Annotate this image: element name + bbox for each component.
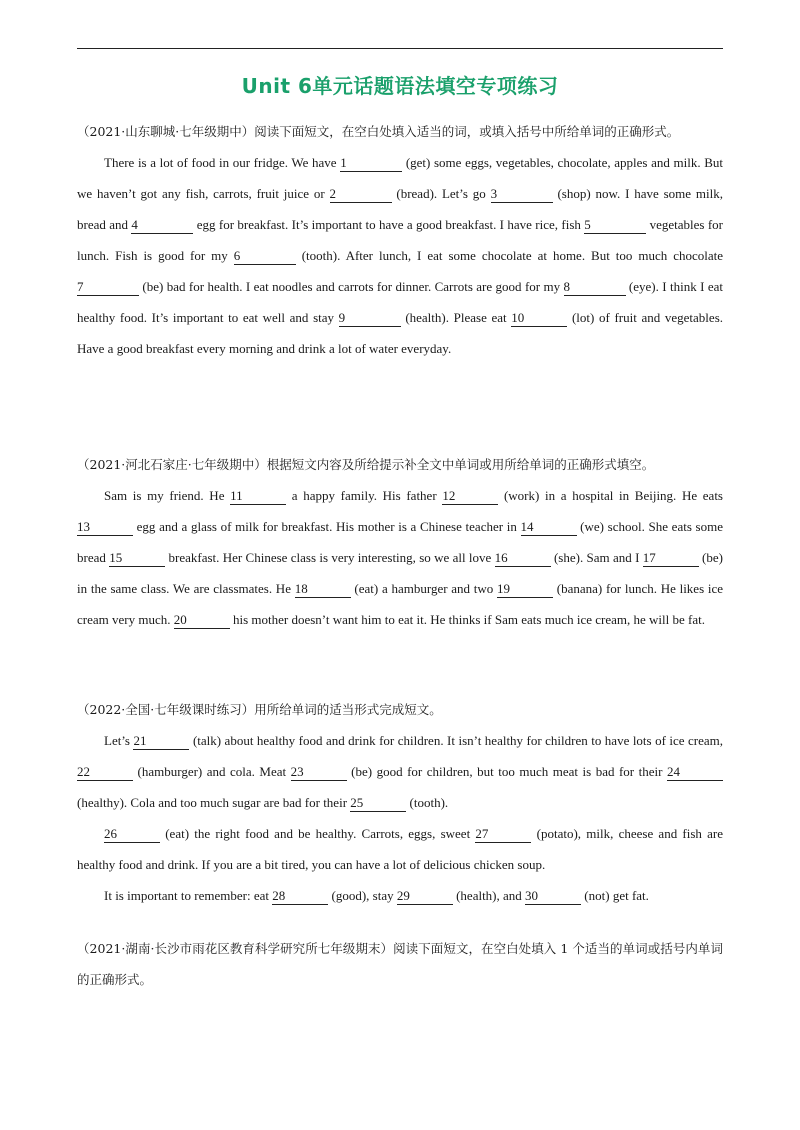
passage-text: (eat) a hamburger and two: [350, 581, 498, 596]
passage-paragraph: [77, 480, 723, 635]
passage-text: (be) in the same class. We are classmates. He: [77, 550, 723, 596]
passage-text: There is a lot of food in our fridge. We have: [104, 155, 341, 170]
passage-text: (we) school. She eats some bread: [77, 519, 724, 565]
answer-blank-6[interactable]: 6: [234, 248, 296, 265]
passage-text: (be) good for children, but too much meat is bad for their: [346, 764, 667, 779]
answer-blank-27[interactable]: 27: [475, 826, 531, 843]
answer-blank-12[interactable]: 12: [442, 488, 498, 505]
passage-text: (banana) for lunch. He likes ice cream very much.: [77, 581, 724, 627]
passage-text: (healthy). Cola and too much sugar are bad for their: [77, 795, 351, 810]
answer-blank-28[interactable]: 28: [272, 888, 328, 905]
passage-text: (not) get fat.: [581, 888, 649, 903]
passage-text: (good), stay: [328, 888, 397, 903]
passage-text: breakfast. Her Chinese class is very interesting, so we all love: [165, 550, 495, 565]
answer-blank-15[interactable]: 15: [109, 550, 165, 567]
passage-text: It is important to remember: eat: [104, 888, 273, 903]
passage-text: (health). Please eat: [400, 310, 512, 325]
answer-blank-23[interactable]: 23: [291, 764, 347, 781]
passage-text: (be) bad for health. I eat noodles and carrots for dinner. Carrots are good for my: [139, 279, 564, 294]
passage-text: (shop) now. I have some milk, bread and: [77, 186, 723, 232]
passage-text: (health), and: [452, 888, 526, 903]
passage-text: Sam is my friend. He: [104, 488, 231, 503]
answer-blank-26[interactable]: 26: [104, 826, 160, 843]
answer-blank-21[interactable]: 21: [133, 733, 189, 750]
answer-blank-18[interactable]: 18: [295, 581, 351, 598]
passage-text: egg and a glass of milk for breakfast. His mother is a Chinese teacher in: [133, 519, 521, 534]
answer-blank-19[interactable]: 19: [497, 581, 553, 598]
passage-text: (eat) the right food and be healthy. Carrots, eggs, sweet: [160, 826, 476, 841]
exercise-section: [77, 116, 723, 364]
answer-blank-29[interactable]: 29: [397, 888, 453, 905]
answer-blank-25[interactable]: 25: [350, 795, 406, 812]
passage-paragraph: [77, 147, 723, 364]
passage-text: his mother doesn’t want him to eat it. He thinks if Sam eats much ice cream, he will be fat.: [229, 612, 705, 627]
answer-blank-10[interactable]: 10: [511, 310, 567, 327]
passage-text: (potato), milk, cheese and fish are healthy food and drink. If you are a bit tired, you can have a lot of delicious chicken soup.: [77, 826, 724, 872]
answer-blank-14[interactable]: 14: [521, 519, 577, 536]
answer-blank-9[interactable]: 9: [339, 310, 401, 327]
passage-text: a happy family. His father: [286, 488, 443, 503]
answer-blank-22[interactable]: 22: [77, 764, 133, 781]
exercise-instruction: （2022·全国·七年级课时练习）用所给单词的适当形式完成短文。: [77, 702, 442, 717]
passage-paragraph: [77, 818, 723, 880]
answer-blank-7[interactable]: 7: [77, 279, 139, 296]
answer-blank-4[interactable]: 4: [131, 217, 193, 234]
page-title: Unit 6单元话题语法填空专项练习: [241, 74, 559, 98]
passage-text: (eye). I think I eat healthy food. It’s important to eat well and stay: [77, 279, 723, 325]
answer-blank-1[interactable]: 1: [340, 155, 402, 172]
passage-text: (tooth).: [406, 795, 449, 810]
passage-paragraph: [77, 880, 723, 911]
answer-blank-5[interactable]: 5: [584, 217, 646, 234]
exercise-section: [77, 449, 723, 635]
passage-paragraph: [77, 725, 723, 818]
answer-blank-2[interactable]: 2: [330, 186, 392, 203]
answer-blank-17[interactable]: 17: [643, 550, 699, 567]
answer-blank-13[interactable]: 13: [77, 519, 133, 536]
exercise-instruction: （2021·河北石家庄·七年级期中）根据短文内容及所给提示补全文中单词或用所给单词的正确形式填空。: [77, 457, 655, 472]
exercise-instruction: （2021·山东聊城·七年级期中）阅读下面短文，在空白处填入适当的词，或填入括号中所给单词的正确形式。: [77, 124, 680, 139]
passage-text: (she). Sam and I: [550, 550, 643, 565]
answer-blank-20[interactable]: 20: [174, 612, 230, 629]
answer-blank-3[interactable]: 3: [491, 186, 553, 203]
passage-text: vegetables for lunch. Fish is good for my: [77, 217, 724, 263]
passage-text: Let’s: [104, 733, 134, 748]
exercise-section: [77, 694, 723, 911]
passage-text: (tooth). After lunch, I eat some chocolate at home. But too much chocolate: [295, 248, 723, 263]
answer-blank-11[interactable]: 11: [230, 488, 286, 505]
passage-text: (work) in a hospital in Beijing. He eats: [498, 488, 723, 503]
header-rule: [77, 48, 723, 49]
answer-blank-24[interactable]: 24: [667, 764, 723, 781]
passage-text: (hamburger) and cola. Meat: [133, 764, 291, 779]
passage-text: egg for breakfast. It’s important to have a good breakfast. I have rice, fish: [193, 217, 585, 232]
answer-blank-16[interactable]: 16: [495, 550, 551, 567]
passage-text: (talk) about healthy food and drink for children. It isn’t healthy for children to have lots of ice cream,: [189, 733, 723, 748]
passage-text: (bread). Let’s go: [391, 186, 491, 201]
passage-text: (lot) of fruit and vegetables. Have a good breakfast every morning and drink a lot of water everyday.: [77, 310, 723, 356]
exercise-instruction: （2021·湖南·长沙市雨花区教育科学研究所七年级期末）阅读下面短文，在空白处填入 1 个适当的单词或括号内单词的正确形式。: [77, 941, 723, 987]
answer-blank-30[interactable]: 30: [525, 888, 581, 905]
passage-text: (get) some eggs, vegetables, chocolate, apples and milk. But we haven’t got any fish, carrots, fruit juice or: [77, 155, 724, 201]
answer-blank-8[interactable]: 8: [564, 279, 626, 296]
exercise-section: [77, 933, 723, 995]
